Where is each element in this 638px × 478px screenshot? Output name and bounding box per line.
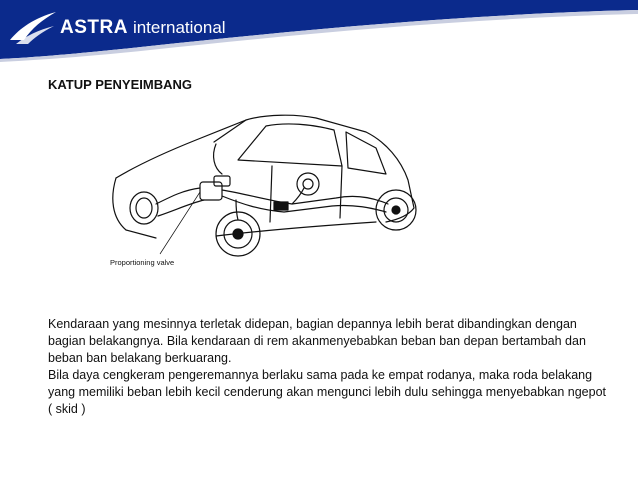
header-banner — [0, 0, 638, 62]
proportioning-valve-label: Proportioning valve — [110, 258, 175, 267]
brake-system-diagram — [96, 108, 426, 278]
car-brake-line-illustration — [96, 108, 426, 278]
brand-name-strong: ASTRA — [60, 17, 128, 38]
brand-name-light: international — [132, 18, 226, 37]
paragraph-2: Bila daya cengkeram pengeremannya berlaku sama pada ke empat rodanya, maka roda belakang yang memiliki beban lebih kecil cenderung akan mengunci lebih dulu sehingga menyebabkan ngepot ( skid ) — [48, 368, 607, 416]
slide-title: KATUP PENYEIMBANG — [48, 77, 192, 92]
astra-logo — [8, 8, 226, 48]
callout-leader-line — [160, 192, 200, 254]
astra-swoosh-icon — [8, 10, 58, 46]
paragraph-1: Kendaraan yang mesinnya terletak didepan, bagian depannya lebih berat dibandingkan dengan bagian belakangnya. Bila kendaraan di rem akanmenyebabkan beban ban depan bertambah dan beban ban belakang berkuarang. — [48, 317, 586, 365]
body-text — [48, 316, 608, 418]
